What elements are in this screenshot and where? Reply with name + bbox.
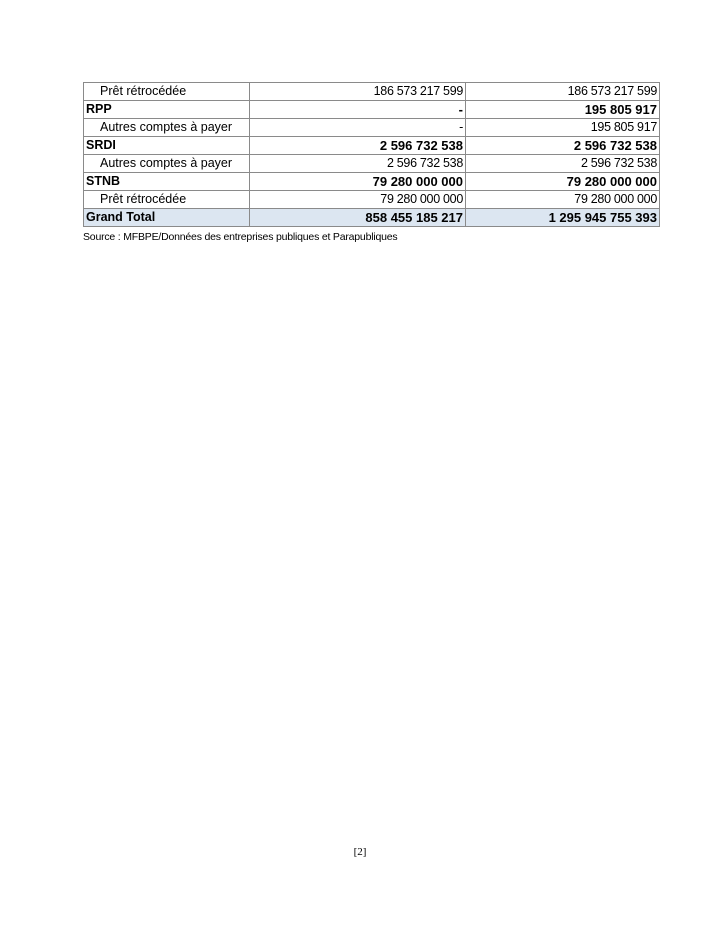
row-value-1: 858 455 185 217 [250, 209, 466, 227]
table-row [84, 83, 660, 101]
row-value-2: 79 280 000 000 [466, 173, 660, 191]
row-value-1: - [250, 119, 466, 137]
row-label: Grand Total [84, 209, 250, 227]
table-row [84, 101, 660, 119]
row-label: RPP [84, 101, 250, 119]
row-label: SRDI [84, 137, 250, 155]
page-number: [2] [353, 846, 367, 858]
source-note: Source : MFBPE/Données des entreprises publiques et Parapubliques [83, 231, 398, 243]
row-value-2: 195 805 917 [466, 119, 660, 137]
row-value-2: 2 596 732 538 [466, 137, 660, 155]
data-table [83, 82, 660, 227]
row-value-2: 195 805 917 [466, 101, 660, 119]
row-value-2: 79 280 000 000 [466, 191, 660, 209]
table-row [84, 155, 660, 173]
row-label: Prêt rétrocédée [84, 191, 250, 209]
row-value-1: 186 573 217 599 [250, 83, 466, 101]
row-value-1: 79 280 000 000 [250, 173, 466, 191]
row-label: Prêt rétrocédée [84, 83, 250, 101]
row-value-1: - [250, 101, 466, 119]
table-row [84, 173, 660, 191]
row-value-2: 186 573 217 599 [466, 83, 660, 101]
table-row [84, 191, 660, 209]
row-label: Autres comptes à payer [84, 119, 250, 137]
row-value-2: 2 596 732 538 [466, 155, 660, 173]
row-value-1: 2 596 732 538 [250, 137, 466, 155]
row-value-1: 79 280 000 000 [250, 191, 466, 209]
row-value-1: 2 596 732 538 [250, 155, 466, 173]
row-label: Autres comptes à payer [84, 155, 250, 173]
grand-total-row [84, 209, 660, 227]
row-value-2: 1 295 945 755 393 [466, 209, 660, 227]
table-row [84, 119, 660, 137]
table-row [84, 137, 660, 155]
row-label: STNB [84, 173, 250, 191]
